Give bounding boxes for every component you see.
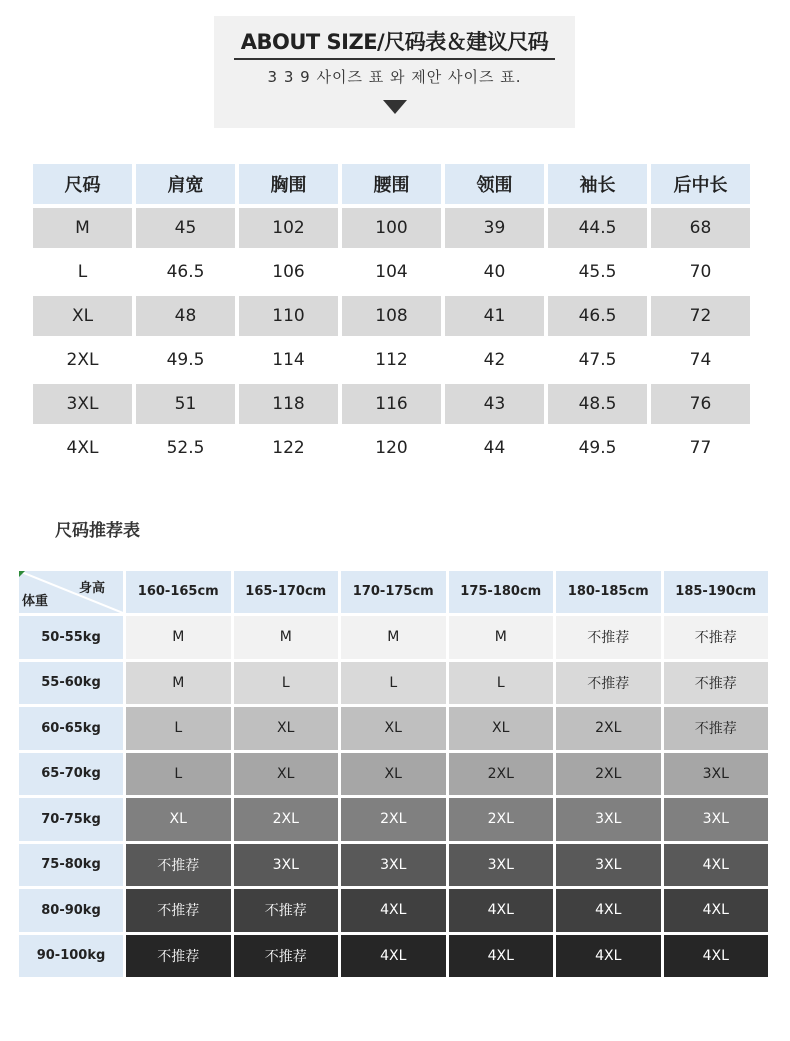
recommended-size-cell: 不推荐 [126,889,231,932]
recommended-size-cell: 不推荐 [664,707,769,750]
recommended-size-cell: 不推荐 [556,616,661,659]
table-row [33,426,750,470]
height-column-header: 185-190cm [664,571,769,614]
table-cell: 45.5 [578,262,617,282]
page-title: ABOUT SIZE/尺码表＆建议尺码 [240,30,549,54]
table-cell: 39 [445,208,544,248]
recommended-size-cell: 4XL [449,889,554,932]
recommended-size-cell: 4XL [341,889,446,932]
table-cell: 48.5 [548,384,647,424]
column-header: 后中长 [651,164,750,204]
table-cell: 108 [342,296,441,336]
weight-label: 体重 [22,594,49,609]
column-header: 腰围 [342,164,441,204]
table-cell: 40 [483,262,506,282]
recommended-size-cell: 不推荐 [126,935,231,978]
column-header: 胸围 [239,164,338,204]
size-label: 3XL [33,384,132,424]
size-label: L [77,262,88,282]
table-row [19,933,768,979]
table-cell: 51 [136,384,235,424]
height-column-header: 160-165cm [126,571,231,614]
weight-row-header: 75-80kg [19,844,123,887]
table-row [19,660,768,706]
table-cell: 42 [483,350,506,370]
recommended-size-cell: XL [341,753,446,796]
recommended-size-cell: M [126,616,231,659]
recommended-size-cell: 不推荐 [126,844,231,887]
table-row [19,797,768,843]
recommended-size-cell: XL [449,707,554,750]
about-size-header [214,16,575,128]
table-cell: 45 [136,208,235,248]
recommended-size-cell: 不推荐 [234,935,339,978]
weight-row-header: 90-100kg [19,935,123,978]
height-label: 身高 [78,580,105,596]
recommended-size-cell: 2XL [449,798,554,841]
table-cell: 47.5 [578,350,617,370]
recommended-size-cell: 4XL [449,935,554,978]
table-row [33,294,750,338]
recommended-size-cell: L [449,662,554,705]
recommend-title: 尺码推荐表 [55,521,140,541]
title-underline [234,58,555,60]
size-label: 2XL [66,350,99,370]
page-subtitle: 3 3 9 사이즈 표 와 제안 사이즈 표. [267,68,522,86]
table-cell: 43 [445,384,544,424]
height-column-header: 170-175cm [341,571,446,614]
weight-row-header: 80-90kg [19,889,123,932]
table-cell: 48 [136,296,235,336]
recommended-size-cell: M [126,662,231,705]
table-cell: 104 [375,262,408,282]
recommended-size-cell: XL [126,798,231,841]
recommend-table-header [19,569,768,615]
size-chart-table [33,162,750,470]
table-cell: 102 [239,208,338,248]
recommended-size-cell: 2XL [341,798,446,841]
recommended-size-cell: 3XL [556,798,661,841]
table-cell: 110 [239,296,338,336]
recommended-size-cell: 2XL [556,707,661,750]
table-cell: 112 [375,350,408,370]
recommended-size-cell: M [341,616,446,659]
table-cell: 122 [272,438,305,458]
recommended-size-cell: 3XL [664,753,769,796]
table-cell: 106 [272,262,305,282]
recommended-size-cell: 4XL [556,889,661,932]
column-header: 尺码 [33,164,132,204]
table-cell: 120 [375,438,408,458]
table-cell: 41 [445,296,544,336]
recommended-size-cell: L [126,753,231,796]
recommended-size-cell: 3XL [234,844,339,887]
table-cell: 46.5 [548,296,647,336]
recommended-size-cell: 3XL [449,844,554,887]
recommended-size-cell: 3XL [556,844,661,887]
size-recommendation-table [19,569,768,979]
table-row [19,615,768,661]
table-cell: 114 [272,350,305,370]
recommended-size-cell: 不推荐 [234,889,339,932]
weight-row-header: 70-75kg [19,798,123,841]
weight-row-header: 50-55kg [19,616,123,659]
weight-row-header: 65-70kg [19,753,123,796]
recommended-size-cell: L [126,707,231,750]
recommended-size-cell: XL [234,707,339,750]
table-cell: 74 [689,350,712,370]
table-row [33,382,750,426]
size-label: M [33,208,132,248]
table-row [19,842,768,888]
table-cell: 100 [342,208,441,248]
table-cell: 49.5 [166,350,205,370]
recommended-size-cell: 4XL [664,844,769,887]
recommended-size-cell: 不推荐 [664,662,769,705]
table-cell: 68 [651,208,750,248]
column-header: 肩宽 [136,164,235,204]
column-header: 袖长 [548,164,647,204]
recommended-size-cell: M [449,616,554,659]
table-cell: 52.5 [166,438,205,458]
table-cell: 118 [239,384,338,424]
recommended-size-cell: M [234,616,339,659]
table-row [33,206,750,250]
height-column-header: 180-185cm [556,571,661,614]
recommended-size-cell: XL [341,707,446,750]
recommended-size-cell: L [234,662,339,705]
height-column-header: 165-170cm [234,571,339,614]
table-row [33,250,750,294]
size-label: XL [33,296,132,336]
table-cell: 70 [689,262,712,282]
recommended-size-cell: XL [234,753,339,796]
size-label: 4XL [66,438,99,458]
column-header: 领围 [445,164,544,204]
weight-row-header: 55-60kg [19,662,123,705]
table-cell: 116 [342,384,441,424]
recommended-size-cell: 3XL [664,798,769,841]
weight-row-header: 60-65kg [19,707,123,750]
recommended-size-cell: 不推荐 [664,616,769,659]
recommended-size-cell: 2XL [234,798,339,841]
recommended-size-cell: 不推荐 [556,662,661,705]
recommended-size-cell: 4XL [341,935,446,978]
recommended-size-cell: L [341,662,446,705]
corner-cell [19,571,123,614]
table-cell: 49.5 [578,438,617,458]
table-cell: 46.5 [166,262,205,282]
recommended-size-cell: 2XL [556,753,661,796]
table-row [19,706,768,752]
size-table-header [33,162,750,206]
recommended-size-cell: 2XL [449,753,554,796]
recommended-size-cell: 3XL [341,844,446,887]
table-cell: 77 [689,438,712,458]
height-column-header: 175-180cm [449,571,554,614]
recommended-size-cell: 4XL [664,935,769,978]
table-cell: 44 [483,438,506,458]
table-row [19,888,768,934]
table-cell: 76 [651,384,750,424]
table-row [33,338,750,382]
table-row [19,751,768,797]
table-cell: 44.5 [548,208,647,248]
recommended-size-cell: 4XL [664,889,769,932]
down-arrow-icon [383,100,407,114]
recommended-size-cell: 4XL [556,935,661,978]
table-cell: 72 [651,296,750,336]
